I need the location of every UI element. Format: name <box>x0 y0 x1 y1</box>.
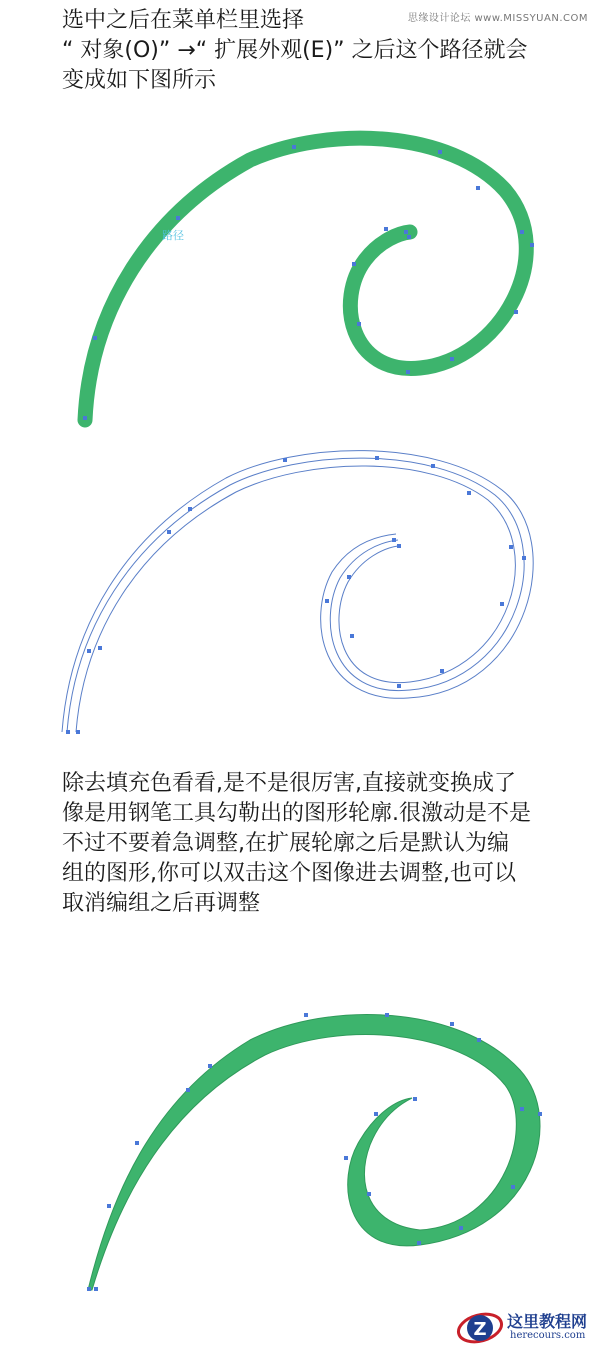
outline-paths <box>62 451 533 732</box>
tapered-spiral-figure <box>0 990 600 1310</box>
logo-url: herecours.com <box>510 1330 586 1341</box>
body-line-3: 不过不要着急调整,在扩展轮廓之后是默认为编 <box>62 831 509 856</box>
watermark: 思缘设计论坛 www.MISSYUAN.COM <box>407 13 588 24</box>
body-line-4: 组的图形,你可以双击这个图像进去调整,也可以 <box>62 861 516 886</box>
logo-z-icon <box>452 1306 504 1350</box>
outline-anchor-points <box>66 456 526 734</box>
svg-text:Z: Z <box>473 1319 487 1340</box>
spiral-stroke <box>85 138 526 420</box>
body-line-5: 取消编组之后再调整 <box>62 891 261 916</box>
path-label: 路径 <box>162 229 184 242</box>
spiral-stroke-figure <box>0 110 600 440</box>
body-line-1: 除去填充色看看,是不是很厉害,直接就变换成了 <box>62 771 516 796</box>
tapered-spiral-shape <box>88 1015 540 1290</box>
intro-line-3: 变成如下图所示 <box>62 68 217 93</box>
logo-title: 这里教程网 <box>507 1312 588 1331</box>
spiral-outline-figure <box>0 440 600 740</box>
body-line-2: 像是用钢笔工具勾勒出的图形轮廓.很激动是不是 <box>62 801 531 826</box>
site-logo[interactable] <box>452 1306 600 1350</box>
body-text <box>62 769 531 919</box>
intro-line-2: “ 对象(O)” →“ 扩展外观(E)” 之后这个路径就会 <box>62 38 528 63</box>
intro-line-1: 选中之后在菜单栏里选择 <box>62 8 305 33</box>
anchor-points <box>83 145 534 420</box>
